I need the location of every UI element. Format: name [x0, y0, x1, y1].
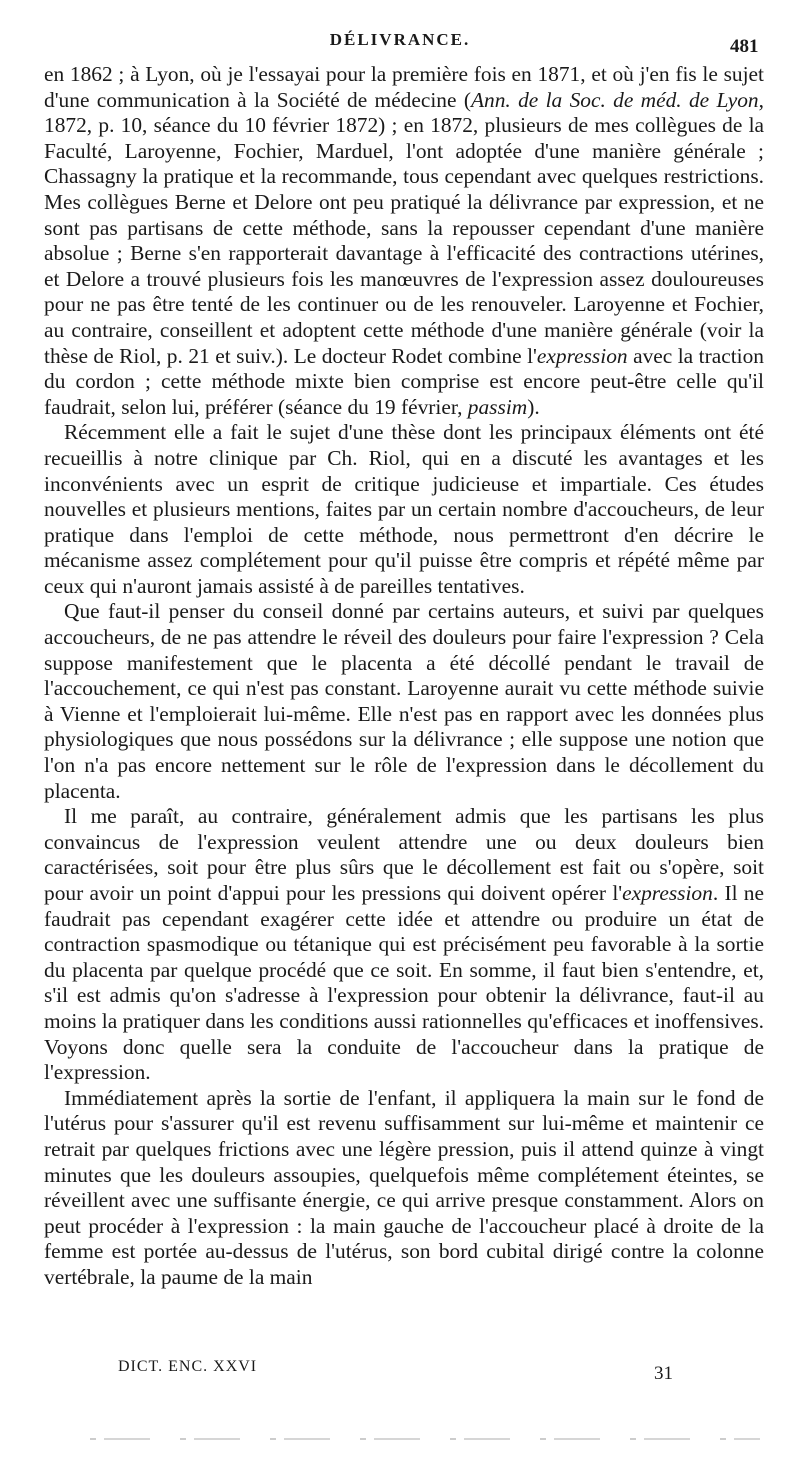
body-text: [44, 62, 764, 1291]
paragraph: [44, 1086, 764, 1291]
italic-text: expression: [622, 881, 713, 905]
text-run: Immédiatement après la sortie de l'enfant, il appliquera la main sur le fond de l'utérus pour s'assurer qu'il est revenu suffisamment sur lui-même et maintenir ce retrait par quelques frictions avec une légère pression, puis il attend quinze à vingt minutes que les douleurs assoupies, quelquefois même complétement éteintes, se réveillent avec une suffisante énergie, ce qui arrive presque constamment. Alors on peut procéder à l'expression : la main gauche de l'accoucheur placé à droite de la femme est portée au-dessus de l'utérus, son bord cubital dirigé contre la colonne vertébrale, la paume de la main: [44, 1085, 764, 1289]
italic-text: passim: [467, 394, 528, 419]
text-run: avec la traction du cordon ; cette méthode mixte bien comprise est encore peut-être celle qu'il faudrait, selon lui, préférer (séance du 19 février,: [44, 343, 764, 419]
page-number: 481: [730, 36, 759, 57]
text-run: Il me paraît, au contraire, généralement admis que les partisans les plus convaincus de l'expression veulent attendre une ou deux douleurs bien caractérisées, soit pour être plus sûrs que le décollement est fait ou s'opère, soit pour avoir un point d'appui pour les pressions qui doivent opérer l': [44, 804, 764, 905]
footer-sheet-number: 31: [654, 1363, 673, 1384]
text-run: Récemment elle a fait le sujet d'une thèse dont les principaux éléments ont été recueillis à notre clinique par Ch. Riol, qui en a discuté les avantages et les inconvénients avec un esprit de critique judicieuse et impartiale. Ces études nouvelles et plusieurs mentions, faites par un certain nombre d'accoucheurs, de leur pratique dans l'emploi de cette méthode, nous permettront d'en décrire le mécanisme assez complétement pour qu'il puisse être compris et répété même par ceux qui n'auront jamais assisté à de pareilles tentatives.: [44, 420, 764, 598]
text-run: , 1872, p. 10, séance du 10 février 1872) ; en 1872, plusieurs de mes collègues de la Faculté, Laroyenne, Fochier, Marduel, l'ont adoptée d'une manière générale ; Chassagny la pratique et la recommande, tous cependant avec quelques restrictions. Mes collègues Berne et Delore ont peu pratiqué la délivrance par expression, et ne sont pas partisans de cette méthode, sans la repousser cependant d'une manière absolue ; Berne s'en rapporterait davantage à l'efficacité des contractions utérines, et Delore a trouvé plusieurs fois les manœuvres de l'expression assez douloureuses pour ne pas être tenté de les continuer ou de les renouveler. Laroyenne et Fochier, au contraire, conseillent et adoptent cette méthode d'une manière générale (voir la thèse de Riol, p. 21 et suiv.). Le docteur Rodet combine l': [44, 87, 764, 368]
italic-text: Ann. de la Soc. de méd. de Lyon: [470, 87, 759, 112]
paragraph: [44, 599, 764, 804]
text-run: Que faut-il penser du conseil donné par certains auteurs, et suivi par quelques accoucheurs, de ne pas attendre le réveil des douleurs pour faire l'expression ? Cela suppose manifestement que le placenta a été décollé pendant le travail de l'accouchement, ce qui n'est pas constant. Laroyenne aurait vu cette méthode suivie à Vienne et l'emploierait lui-même. Elle n'est pas en rapport avec les données plus physiologiques que nous possédons sur la délivrance ; elle suppose une notion que l'on n'a pas encore nettement sur le rôle de l'expression dans le décollement du placenta.: [44, 599, 764, 803]
text-run: ).: [527, 394, 540, 419]
bleed-through-line: [90, 1438, 760, 1440]
paragraph: [44, 62, 764, 420]
running-title: DÉLIVRANCE.: [329, 30, 471, 49]
text-run: en 1862 ; à Lyon, où je l'essayai pour la première fois en 1871, et où j'en fis le sujet d'une communication à la Société de médecine (: [44, 62, 764, 112]
italic-text: expression: [536, 343, 628, 368]
paragraph: [44, 420, 764, 599]
footer-signature: DICT. ENC. XXVI: [118, 1358, 258, 1375]
text-run: . Il ne faudrait pas cependant exagérer cette idée et attendre ou produire un état de contraction spasmodique ou tétanique qui est précisément peu favorable à la sortie du placenta par quelque procédé que ce soit. En somme, il faut bien s'entendre, et, s'il est admis qu'on s'adresse à l'expression pour obtenir la délivrance, faut-il au moins la pratiquer dans les conditions aussi rationnelles qu'efficaces et inoffensives. Voyons donc quelle sera la conduite de l'accoucheur dans la pratique de l'expression.: [44, 881, 764, 1085]
paragraph: [44, 804, 764, 1086]
